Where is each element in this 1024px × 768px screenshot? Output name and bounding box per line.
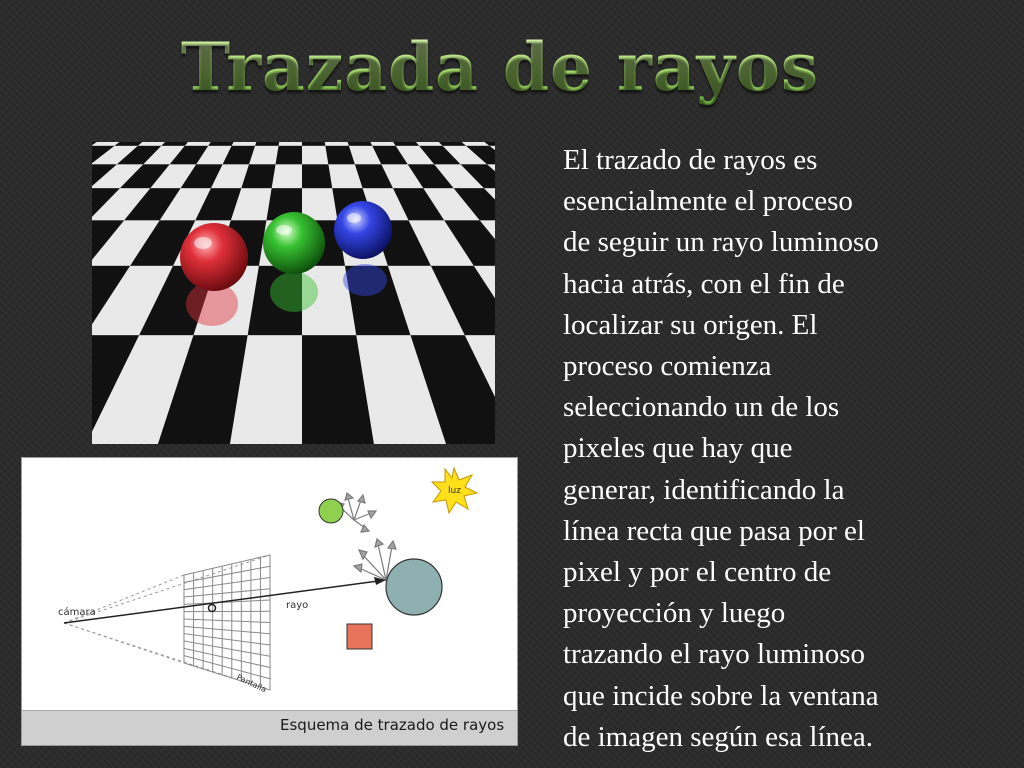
screen-grid-line [184,619,270,623]
screen-grid-line [184,566,270,582]
checker-tile [302,142,325,146]
main-ray [64,580,386,623]
view-frustum [64,555,270,690]
blue-sphere [334,201,392,259]
checker-tile [272,164,302,188]
red-square-object [347,624,372,649]
label-camera: cámara [58,607,96,618]
label-ray: rayo [286,600,309,611]
checkerboard-render [92,142,495,444]
blue-sphere-object [386,559,442,615]
green-sphere-object [319,499,343,523]
screen-grid-line [184,648,270,667]
checker-tile [279,142,302,146]
checker-tile [276,146,302,165]
screen-grid [184,555,270,690]
screen-grid-line [184,589,270,597]
checker-tile [302,164,332,188]
slide-title: Trazada de rayos [0,28,1000,106]
diagram-caption-bar [22,710,517,745]
green-sphere [263,212,325,274]
ray-tracing-schematic [22,458,518,713]
red-sphere [180,223,248,291]
label-screen: Pantalla [235,672,268,695]
checker-tile [255,142,281,146]
reflected-rays [336,493,396,580]
screen-grid-line [184,626,270,633]
ray-tracing-diagram [21,457,518,746]
checker-tile [323,142,349,146]
label-light: luz [448,486,461,496]
ray-traced-spheres-image [92,142,495,444]
pixel-marker [209,605,216,612]
slide-body-text: El trazado de rayos es esencialmente el proceso de seguir un rayo luminoso hacia atrás, con el fin de localizar su origen. El proceso comienza seleccionando un de los pixeles que hay que generar, identificando la línea recta que pasa por el pixel y por el centro de proyección y luego trazando el rayo luminoso que incide sobre la ventana de imagen según esa línea. [563,144,879,753]
diagram-caption: Esquema de trazado de rayos [280,716,505,734]
checker-tile [302,146,328,165]
